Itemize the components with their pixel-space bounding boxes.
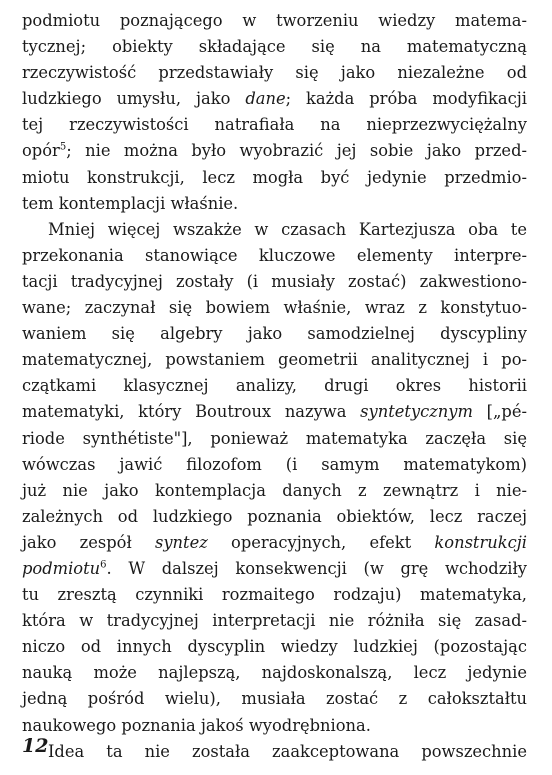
text-segment: niczo od innych dyscyplin wiedzy ludzkiej (pozostając xyxy=(22,637,527,657)
text-segment: tem kontemplacji właśnie. xyxy=(22,193,239,213)
text-line xyxy=(22,165,527,191)
text-segment: miotu konstrukcji, lecz mogła być jedynie przedmio- xyxy=(22,167,527,187)
text-segment: wówczas jawić filozofom (i samym matematykom) xyxy=(22,454,527,474)
text-segment: matematyki, który Boutroux nazywa xyxy=(22,402,361,422)
text-segment: zależnych od ludzkiego poznania obiektów, lecz raczej xyxy=(22,506,527,526)
text-segment: matematycznej, powstaniem geometrii analitycznej i po- xyxy=(22,350,527,370)
text-line xyxy=(22,217,527,243)
text-segment: rzeczywistość przedstawiały się jako niezależne od xyxy=(22,63,527,83)
text-segment: [„pé- xyxy=(472,402,527,422)
text-segment: jako zespół xyxy=(22,532,155,552)
text-line xyxy=(22,426,527,452)
text-segment: riode synthétiste"], ponieważ matematyka zaczęła się xyxy=(22,428,527,448)
text-line xyxy=(22,191,527,217)
text-line xyxy=(22,86,527,112)
text-line xyxy=(22,34,527,60)
text-line xyxy=(22,373,527,399)
text-line xyxy=(22,269,527,295)
footnote-marker: 6 xyxy=(100,559,107,571)
text-line xyxy=(22,530,527,556)
text-line xyxy=(22,556,527,582)
text-line xyxy=(22,608,527,634)
text-segment: tu zresztą czynniki rozmaitego rodzaju) matematyka, xyxy=(22,585,527,605)
text-segment: przekonania stanowiące kluczowe elementy interpre- xyxy=(22,245,527,265)
text-line xyxy=(22,295,527,321)
text-line xyxy=(22,686,527,712)
text-line xyxy=(22,347,527,373)
text-segment: operacyjnych, efekt xyxy=(207,532,435,552)
text-segment: waniem się algebry jako samodzielnej dyscypliny xyxy=(22,324,527,344)
text-line xyxy=(22,582,527,608)
text-line xyxy=(22,478,527,504)
text-segment: opór xyxy=(22,141,60,161)
text-segment: Idea ta nie została zaakceptowana powszechnie xyxy=(48,741,527,761)
text-line xyxy=(22,504,527,530)
text-segment: już nie jako kontemplacja danych z zewnątrz i nie- xyxy=(22,480,527,500)
text-line xyxy=(22,713,527,739)
text-line xyxy=(22,739,527,765)
text-line xyxy=(22,452,527,478)
text-segment: naukowego poznania jakoś wyodrębniona. xyxy=(22,715,371,735)
text-segment: czątkami klasycznej analizy, drugi okres historii xyxy=(22,376,527,396)
text-segment: tycznej; obiekty składające się na matematyczną xyxy=(22,37,527,57)
text-line xyxy=(22,112,527,138)
footnote-marker: 5 xyxy=(59,142,67,154)
page-number: 12 xyxy=(22,735,49,757)
text-segment: nauką może najlepszą, najdoskonalszą, lecz jedynie xyxy=(22,663,527,683)
text-line xyxy=(22,321,527,347)
text-line xyxy=(22,660,527,686)
text-segment: konstrukcji xyxy=(434,532,527,552)
text-line xyxy=(22,634,527,660)
text-segment: Mniej więcej wszakże w czasach Kartezjusza oba te xyxy=(48,219,527,239)
text-segment: jedną pośród wielu), musiała zostać z całokształtu xyxy=(22,689,527,709)
text-line xyxy=(22,243,527,269)
text-segment: ludzkiego umysłu, jako xyxy=(22,89,246,109)
text-segment: . W dalszej konsekwencji (w grę wchodziły xyxy=(106,558,527,578)
text-segment: ; każda próba modyfikacji xyxy=(285,89,527,109)
text-segment: podmiotu xyxy=(22,558,101,578)
text-segment: podmiotu poznającego w tworzeniu wiedzy matema- xyxy=(22,11,527,30)
text-segment: dane xyxy=(245,89,286,109)
text-line xyxy=(22,138,527,164)
text-segment: wane; zaczynał się bowiem właśnie, wraz z konstytuo- xyxy=(22,298,527,318)
text-segment: tacji tradycyjnej zostały (i musiały zostać) zakwestiono- xyxy=(22,271,527,291)
text-segment: tej rzeczywistości natrafiała na nieprzezwyciężalny xyxy=(22,115,527,135)
text-segment: syntetycznym xyxy=(360,402,473,422)
text-segment: która w tradycyjnej interpretacji nie różniła się zasad- xyxy=(22,611,527,631)
text-line xyxy=(22,60,527,86)
text-segment: syntez xyxy=(155,532,208,552)
text-segment: ; nie można było wyobrazić jej sobie jako przed- xyxy=(66,141,527,161)
text-line xyxy=(22,399,527,425)
text-line xyxy=(22,8,527,34)
body-text xyxy=(22,8,527,765)
